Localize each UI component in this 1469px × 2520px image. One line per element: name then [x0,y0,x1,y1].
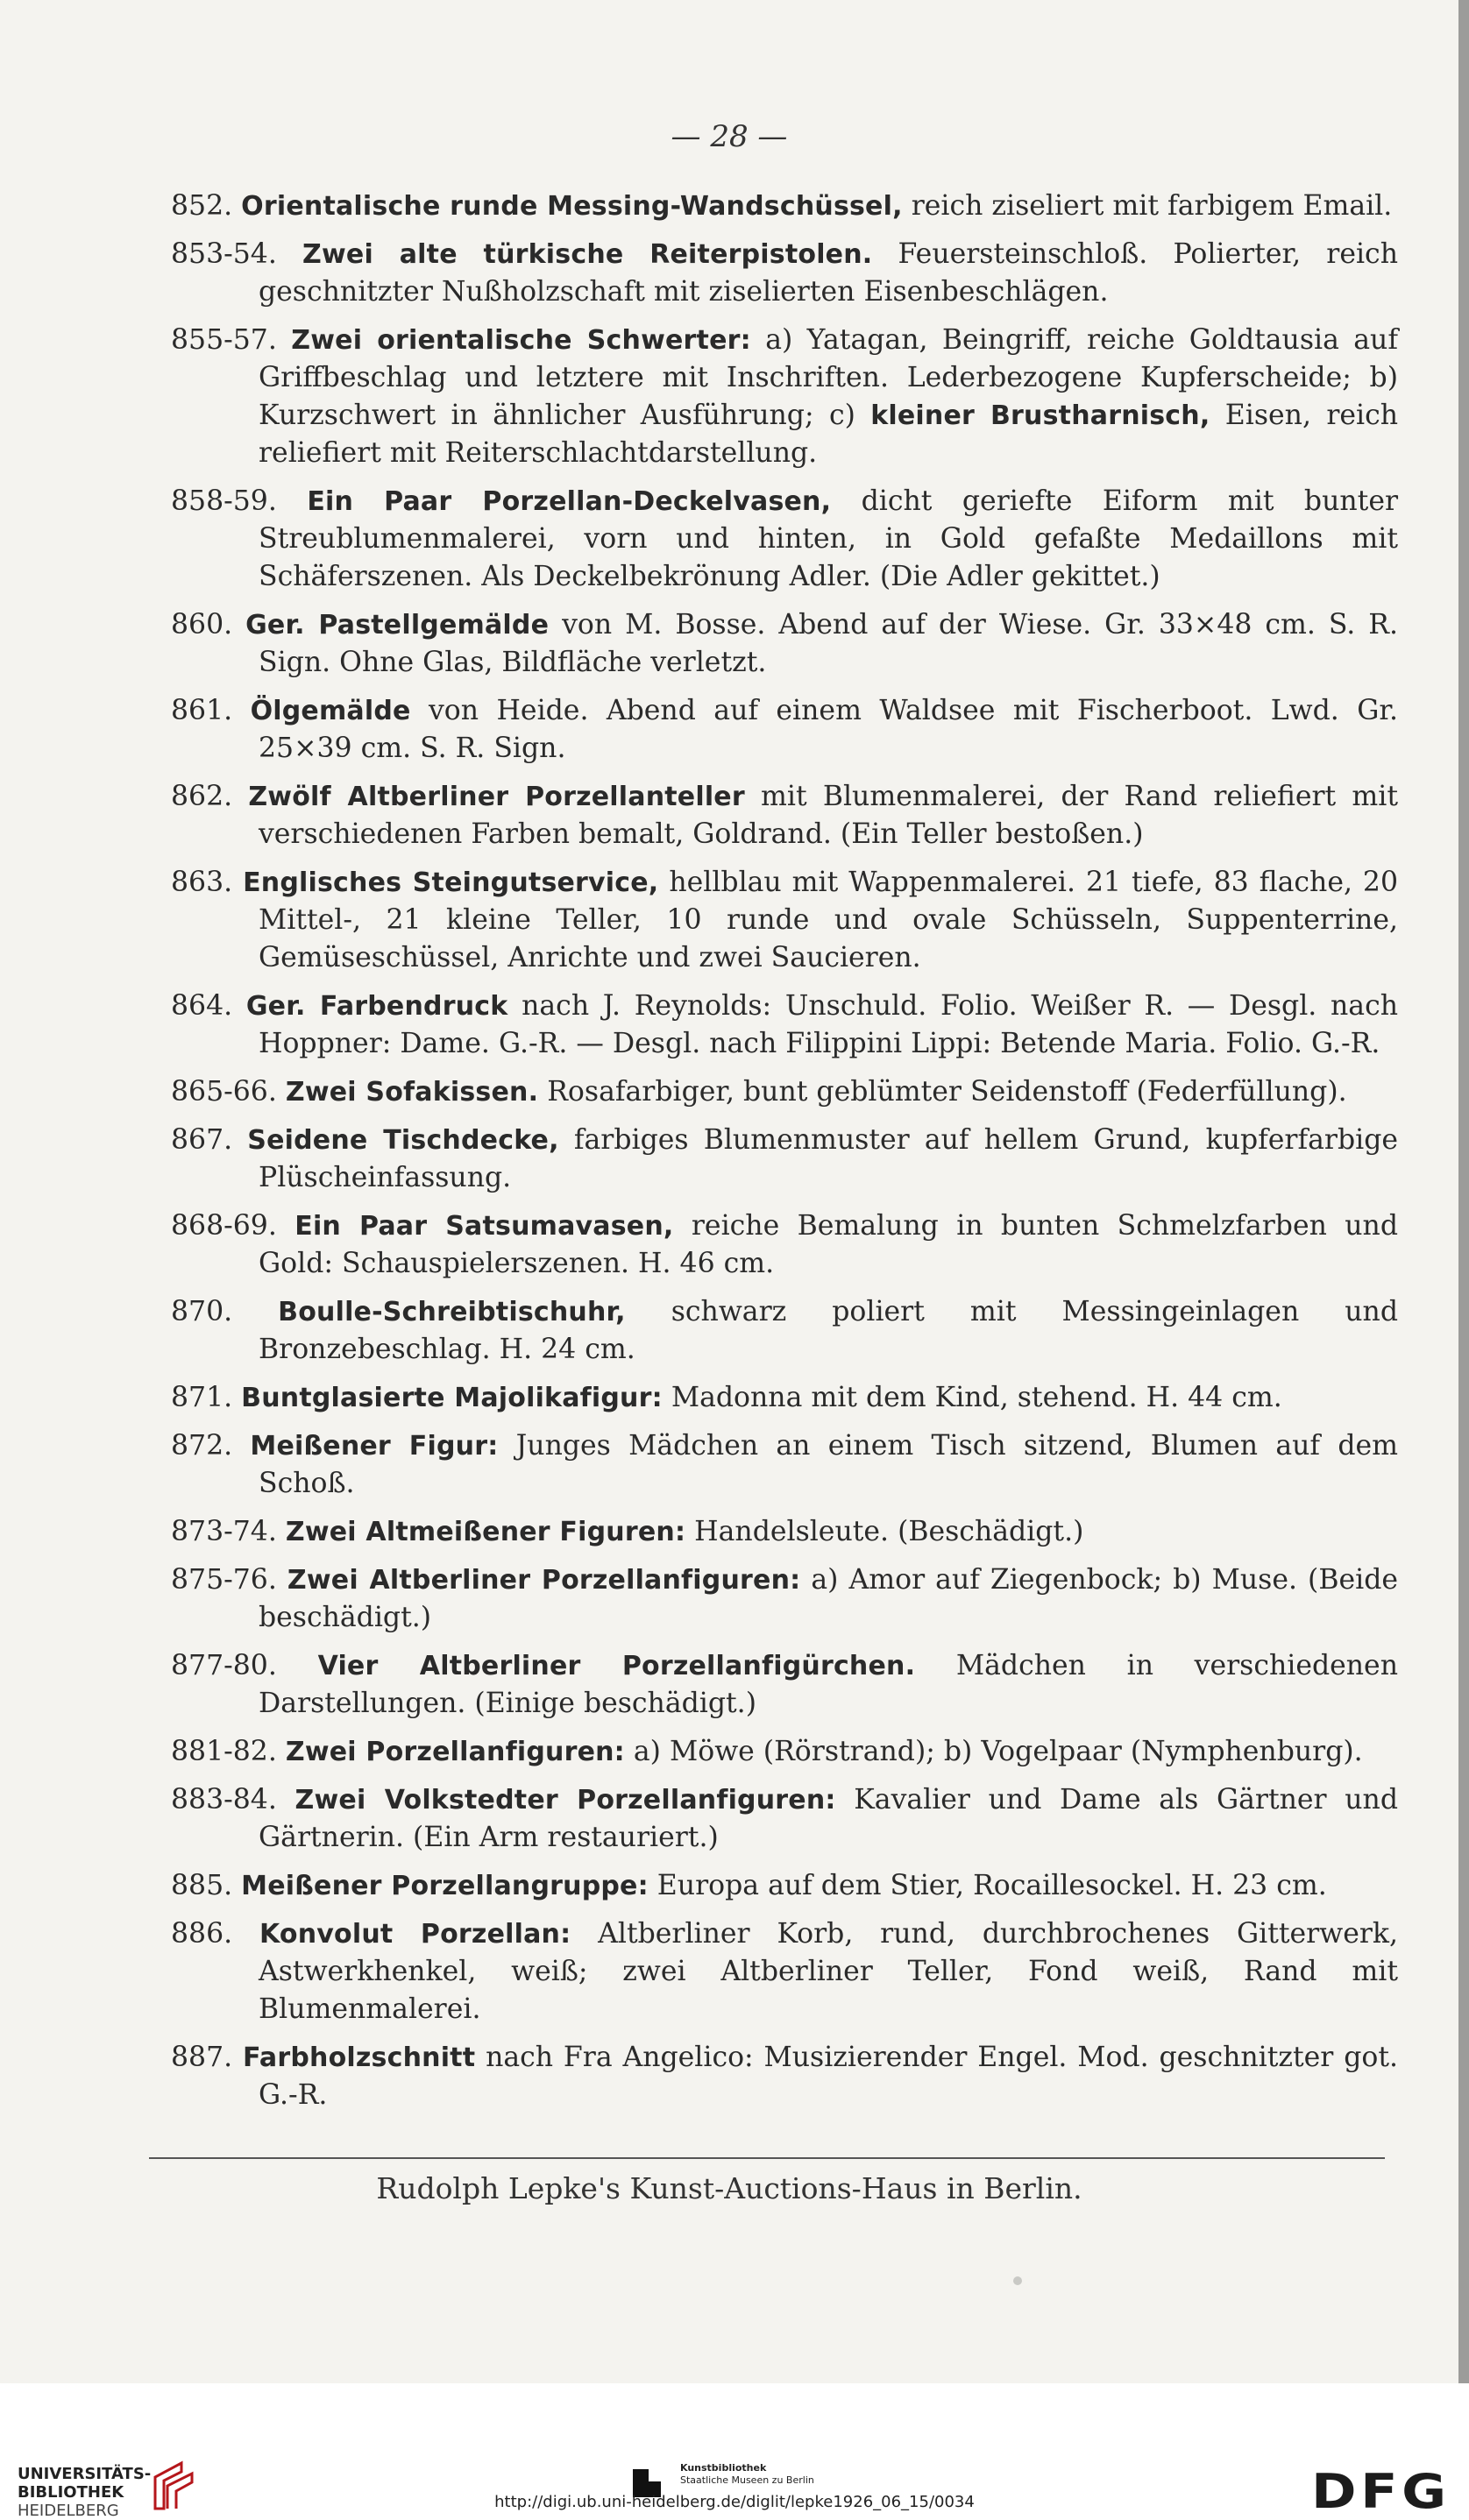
entry-text: von M. Bosse. Abend auf der Wiese. Gr. 33×48 cm. S. R. Sign. Ohne Glas, Bildfläche verletzt. [259,609,1398,678]
entry-text: reich ziseliert mit farbigem Email. [902,190,1393,222]
ub-line-2: BIBLIOTHEK [18,2483,124,2502]
entry-number: 860. [171,609,233,641]
entry-number: 861. [171,695,233,726]
source-url[interactable]: http://digi.ub.uni-heidelberg.de/diglit/lepke1926_06_15/0034 [494,2493,975,2511]
catalog-entry [171,1733,1398,1771]
entry-text: Mädchen in verschiedenen Darstellungen. (Einige beschädigt.) [259,1650,1398,1719]
entry-title: Farbholzschnitt [242,2042,476,2073]
kunstbibliothek-label [680,2462,814,2487]
entry-number: 855-57. [171,324,277,356]
entry-title: Seidene Tischdecke, [247,1125,559,1156]
entry-title: Zwei orientalische Schwerter: [291,325,751,356]
entry-number: 852. [171,190,233,222]
entry-title: Meißener Figur: [250,1431,499,1462]
entry-title-secondary: kleiner Brustharnisch, [870,400,1210,431]
page-edge-shadow [1458,0,1469,2383]
catalog-entry [171,1122,1398,1197]
entry-number: 865-66. [171,1076,277,1108]
catalog-entry [171,1781,1398,1857]
entry-title: Zwei alte türkische Reiterpistolen. [302,239,873,270]
entry-text: Feuersteinschloß. Polierter, reich geschnitzter Nußholzschaft mit ziselierten Eisenbeschlägen. [259,238,1398,308]
catalog-entry [171,692,1398,768]
entry-number: 886. [171,1918,233,1950]
entry-title: Zwei Altberliner Porzellanfiguren: [287,1565,801,1596]
entry-text: hellblau mit Wappenmalerei. 21 tiefe, 83 flache, 20 Mittel-, 21 kleine Teller, 10 runde und ovale Schüsseln, Suppenterrine, Gemüseschüssel, Anrichte und zwei Saucieren. [259,867,1398,973]
entry-text: dicht geriefte Eiform mit bunter Streublumenmalerei, vorn und hinten, in Gold gefaßte Medaillons mit Schäferszenen. Als Deckelbekrönung Adler. (Die Adler gekittet.) [259,485,1399,592]
paper-speck [1013,2276,1022,2285]
catalog-entry [171,1647,1398,1723]
entry-title: Zwei Volkstedter Porzellanfiguren: [295,1785,836,1816]
entry-text: Madonna mit dem Kind, stehend. H. 44 cm. [662,1382,1282,1413]
entry-title: Ger. Farbendruck [245,991,508,1022]
entry-text: farbiges Blumenmuster auf hellem Grund, kupferfarbige Plüscheinfassung. [259,1124,1399,1193]
ub-line-3: HEIDELBERG [18,2502,119,2520]
entry-number: 873-74. [171,1516,277,1547]
entry-number: 887. [171,2042,233,2073]
entry-title: Konvolut Porzellan: [259,1919,571,1950]
catalog-entry [171,1207,1398,1283]
catalog-entry [171,1427,1398,1503]
entry-title: Ein Paar Satsumavasen, [295,1211,674,1242]
entry-text: nach J. Reynolds: Unschuld. Folio. Weißer R. — Desgl. nach Hoppner: Dame. G.-R. — Desgl. nach Filippini Lippi: Betende Maria. Folio. G.-R. [259,990,1399,1059]
entry-text: nach Fra Angelico: Musizierender Engel. Mod. geschnitzter got. G.-R. [259,2042,1398,2111]
entry-title: Ein Paar Porzellan-Deckelvasen, [307,486,832,517]
entry-number: 870. [171,1296,233,1327]
entry-text: Europa auf dem Stier, Rocaillesockel. H. 23 cm. [648,1870,1327,1901]
entry-text: von Heide. Abend auf einem Waldsee mit Fischerboot. Lwd. Gr. 25×39 cm. S. R. Sign. [259,695,1399,764]
entry-title: Ölgemälde [250,696,411,726]
catalog-entry [171,1379,1398,1417]
catalog-entry [171,864,1398,977]
catalog-entry [171,606,1398,682]
entry-number: 877-80. [171,1650,277,1681]
catalog-entry [171,1513,1398,1551]
entry-text: Junges Mädchen an einem Tisch sitzend, Blumen auf dem Schoß. [259,1430,1398,1499]
entry-text: Handelsleute. (Beschädigt.) [685,1516,1084,1547]
entry-number: 863. [171,867,233,898]
entry-text: schwarz poliert mit Messingeinlagen und Bronzebeschlag. H. 24 cm. [259,1296,1398,1365]
entry-title: Meißener Porzellangruppe: [241,1871,649,1901]
catalog-entry [171,483,1398,596]
publisher-footer: Rudolph Lepke's Kunst-Auctions-Haus in Berlin. [376,2171,1082,2205]
entry-text: mit Blumenmalerei, der Rand reliefiert mit verschiedenen Farben bemalt, Goldrand. (Ein Teller bestoßen.) [259,781,1398,850]
entry-number: 862. [171,781,233,812]
entry-text: a) Amor auf Ziegenbock; b) Muse. (Beide beschädigt.) [259,1564,1399,1633]
entry-title: Orientalische runde Messing-Wandschüssel, [241,191,903,222]
entry-number: 881-82. [171,1736,277,1767]
catalog-entry [171,1561,1398,1637]
entry-number: 875-76. [171,1564,277,1596]
catalog-entry [171,188,1398,225]
catalog-entry [171,1867,1398,1905]
kb-line-1: Kunstbibliothek [680,2462,767,2474]
entry-text: a) Möwe (Rörstrand); b) Vogelpaar (Nymphenburg). [624,1736,1363,1767]
catalog-entry [171,1073,1398,1111]
entry-title: Boulle-Schreibtischuhr, [278,1297,626,1327]
entry-number: 868-69. [171,1210,277,1242]
footer-divider [149,2157,1385,2159]
entry-title: Englisches Steingutservice, [243,867,659,898]
catalog-entry [171,2039,1398,2114]
entry-title: Zwei Altmeißener Figuren: [285,1517,686,1547]
entry-number: 871. [171,1382,233,1413]
entry-text-continued: Eisen, reich reliefiert mit Reiterschlachtdarstellung. [259,400,1399,469]
entry-title: Vier Altberliner Porzellanfigürchen. [317,1651,916,1681]
entry-title: Ger. Pastellgemälde [245,610,550,641]
kb-line-2: Staatliche Museen zu Berlin [680,2474,814,2486]
entry-number: 853-54. [171,238,277,270]
entry-text: Kavalier und Dame als Gärtner und Gärtnerin. (Ein Arm restauriert.) [259,1784,1398,1853]
catalog-entry [171,1915,1398,2028]
catalog-entry [171,778,1398,853]
entry-number: 885. [171,1870,233,1901]
catalog-entries [171,188,1398,2125]
entry-text: Rosafarbiger, bunt geblümter Seidenstoff (Federfüllung). [538,1076,1347,1108]
dfg-logo: DFG [1311,2464,1451,2519]
entry-number: 864. [171,990,233,1022]
catalog-entry [171,322,1398,472]
entry-title: Zwölf Altberliner Porzellanteller [248,782,745,812]
entry-title: Zwei Sofakissen. [285,1077,539,1108]
entry-title: Zwei Porzellanfiguren: [285,1737,625,1767]
entry-text: Altberliner Korb, rund, durchbrochenes Gitterwerk, Astwerkhenkel, weiß; zwei Altberliner Teller, Fond weiß, Rand mit Blumenmalerei. [259,1918,1398,2025]
entry-number: 858-59. [171,485,277,517]
entry-text: reiche Bemalung in bunten Schmelzfarben und Gold: Schauspielerszenen. H. 46 cm. [259,1210,1399,1279]
catalog-entry [171,236,1398,311]
entry-number: 883-84. [171,1784,277,1816]
ub-line-1: UNIVERSITÄTS- [18,2465,152,2483]
catalog-entry [171,987,1398,1063]
entry-text: a) Yatagan, Beingriff, reiche Goldtausia auf Griffbeschlag und letztere mit Inschriften. Lederbezogene Kupferscheide; b) Kurzschwert in ähnlicher Ausführung; c) [259,324,1398,431]
entry-number: 872. [171,1430,233,1462]
entry-number: 867. [171,1124,233,1156]
catalog-entry [171,1293,1398,1369]
page-number: — 28 — [671,119,788,154]
entry-title: Buntglasierte Majolikafigur: [241,1383,663,1413]
